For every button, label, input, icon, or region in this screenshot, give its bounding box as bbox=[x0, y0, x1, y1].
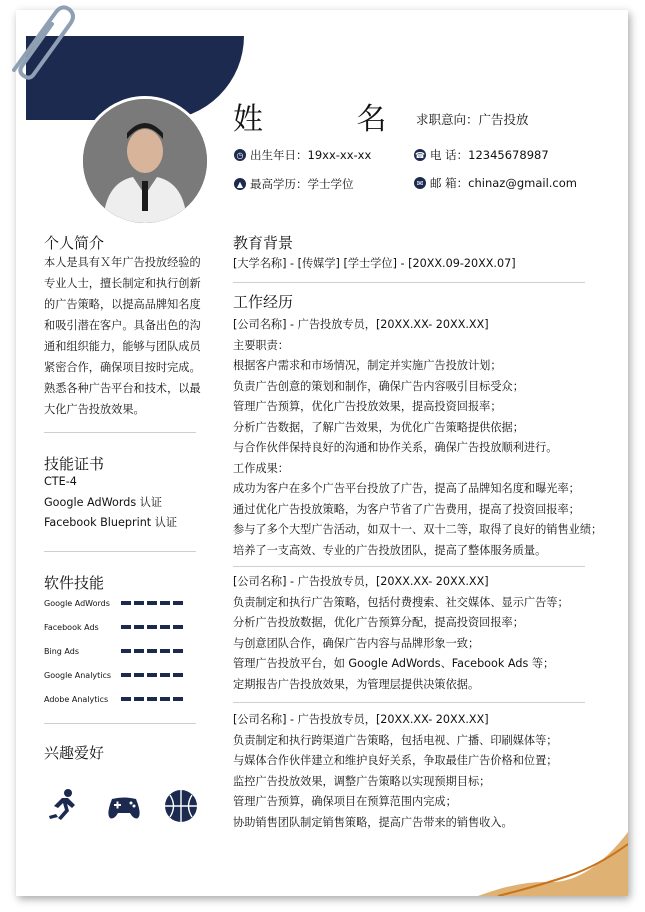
skill-level-segment bbox=[147, 649, 157, 653]
skill-level-segment bbox=[147, 673, 157, 677]
skill-level-segment bbox=[134, 673, 144, 677]
skill-level-segment bbox=[147, 625, 157, 629]
profile-photo bbox=[80, 96, 210, 226]
certs-list bbox=[44, 472, 177, 534]
software-skill-name: Adobe Analytics bbox=[44, 695, 109, 704]
skill-level-segment bbox=[147, 697, 157, 701]
software-title: 软件技能 bbox=[44, 574, 105, 592]
skill-level-segment bbox=[121, 673, 131, 677]
running-icon bbox=[44, 788, 80, 824]
skill-level-segment bbox=[173, 601, 183, 605]
email-text: 邮 箱：chinaz@gmail.com bbox=[430, 176, 577, 190]
profile-text: 本人是具有Ｘ年广告投放经验的 专业人士，擅长制定和执行创新 的广告策略，以提高品牌知名度 和吸引潜在客户。具备出色的沟 通和组织能力，能够与团队成员 紧密合作，确保项目按时完成。 熟悉各种广告平台和技术，以最 大化广告投放效果。 bbox=[44, 256, 201, 416]
software-skill-row bbox=[44, 671, 111, 680]
resume-sheet bbox=[16, 10, 628, 896]
calendar-icon: ◷ bbox=[234, 149, 246, 161]
skill-level-segment bbox=[160, 625, 170, 629]
divider bbox=[233, 566, 585, 567]
skill-level-segment bbox=[134, 697, 144, 701]
software-skill-name: Google AdWords bbox=[44, 599, 110, 608]
skill-level-bars bbox=[121, 673, 183, 677]
skill-level-segment bbox=[160, 649, 170, 653]
skill-level-bars bbox=[121, 625, 183, 629]
profile-title: 个人简介 bbox=[44, 234, 105, 252]
skill-level-segment bbox=[173, 673, 183, 677]
skill-level-segment bbox=[134, 625, 144, 629]
skill-level-bars bbox=[121, 601, 183, 605]
skill-level-segment bbox=[173, 625, 183, 629]
software-skill-name: Facebook Ads bbox=[44, 623, 99, 632]
software-skill-name: Google Analytics bbox=[44, 671, 112, 680]
cert-item: CTE-4 bbox=[44, 475, 77, 488]
skill-level-segment bbox=[134, 649, 144, 653]
skill-level-bars bbox=[121, 649, 183, 653]
education-line: [大学名称] - [传媒学] [学士学位] - [20XX.09-20XX.07] bbox=[233, 257, 516, 270]
education-title: 教育背景 bbox=[233, 234, 294, 252]
birth-text: 出生年日：19xx-xx-xx bbox=[250, 148, 372, 162]
skill-level-segment bbox=[160, 601, 170, 605]
phone-text: 电 话：12345678987 bbox=[430, 148, 549, 162]
skill-level-bars bbox=[121, 697, 183, 701]
skill-level-segment bbox=[121, 697, 131, 701]
email-info bbox=[414, 175, 577, 191]
skill-level-segment bbox=[160, 673, 170, 677]
divider bbox=[44, 723, 196, 724]
paperclip-icon bbox=[0, 0, 80, 80]
software-skill-row bbox=[44, 695, 108, 704]
candidate-name: 姓 名 bbox=[233, 102, 429, 137]
software-skill-name: Bing Ads bbox=[44, 647, 79, 656]
phone-info bbox=[414, 147, 549, 163]
job-1: [公司名称] - 广告投放专员，[20XX.XX- 20XX.XX] 主要职责： 根据客户需求和市场情况，制定并实施广告投放计划； 负责广告创意的策划和制作，确保广告内容吸引目标受众； 管理广告预算，优化广告投放效果，提高投资回报率； 分析广告数据，了解广告效果，为优化广告策略提供依据； 与合作伙伴保持良好的沟通和协作关系，确保广告投放顺利进行。 工作成果： 成功为客户在多个广告平台投放了广告，提高了品牌知名度和曝光率； 通过优化广告投放策略，为客户节省了广告费用，提高了投资回报率； 参与了多个大型广告活动，如双十一、双十二等，取得了良好的销售业绩； 培养了一支高效、专业的广告投放团队，提高了整体服务质量。 bbox=[233, 318, 603, 557]
skill-level-segment bbox=[121, 601, 131, 605]
job-intent: 求职意向：广告投放 bbox=[416, 112, 529, 127]
software-skill-row bbox=[44, 623, 99, 632]
divider bbox=[233, 282, 585, 283]
divider bbox=[233, 702, 585, 703]
cert-item: Google AdWords 认证 bbox=[44, 495, 163, 509]
skill-level-segment bbox=[121, 649, 131, 653]
hobbies-title: 兴趣爱好 bbox=[44, 744, 105, 762]
skill-level-segment bbox=[121, 625, 131, 629]
basketball-icon bbox=[163, 788, 199, 824]
education-text: 最高学历：学士学位 bbox=[250, 177, 354, 191]
divider bbox=[44, 551, 196, 552]
certs-title: 技能证书 bbox=[44, 455, 105, 473]
skill-level-segment bbox=[160, 697, 170, 701]
graduation-cap-icon: ▲ bbox=[234, 178, 246, 190]
divider bbox=[44, 432, 196, 433]
job-3: [公司名称] - 广告投放专员，[20XX.XX- 20XX.XX] 负责制定和执行跨渠道广告策略，包括电视、广播、印刷媒体等； 与媒体合作伙伴建立和维护良好关系，争取最佳广告价格和位置； 监控广告投放效果，调整广告策略以实现预期目标； 管理广告预算，确保项目在预算范围内完成； 协助销售团队制定销售策略，提高广告带来的销售收入。 bbox=[233, 713, 558, 829]
job-2: [公司名称] - 广告投放专员，[20XX.XX- 20XX.XX] 负责制定和执行广告策略，包括付费搜索、社交媒体、显示广告等； 分析广告投放数据，优化广告预算分配，提高投资回报率； 与创意团队合作，确保广告内容与品牌形象一致； 管理广告投放平台，如 Google AdWords、Facebook Ads 等； 定期报告广告投放效果，为管理层提供决策依据。 bbox=[233, 575, 569, 691]
education-info bbox=[234, 176, 354, 192]
skill-level-segment bbox=[134, 601, 144, 605]
software-skill-row bbox=[44, 599, 110, 608]
skill-level-segment bbox=[147, 601, 157, 605]
skill-level-segment bbox=[173, 649, 183, 653]
cert-item: Facebook Blueprint 认证 bbox=[44, 516, 178, 529]
phone-icon: ☎ bbox=[415, 150, 425, 160]
email-icon: ✉ bbox=[414, 177, 426, 189]
corner-decoration bbox=[478, 826, 628, 896]
skill-level-segment bbox=[173, 697, 183, 701]
work-title: 工作经历 bbox=[233, 293, 294, 311]
software-skill-row bbox=[44, 647, 79, 656]
birth-info bbox=[234, 147, 371, 163]
gamepad-icon bbox=[106, 788, 142, 824]
